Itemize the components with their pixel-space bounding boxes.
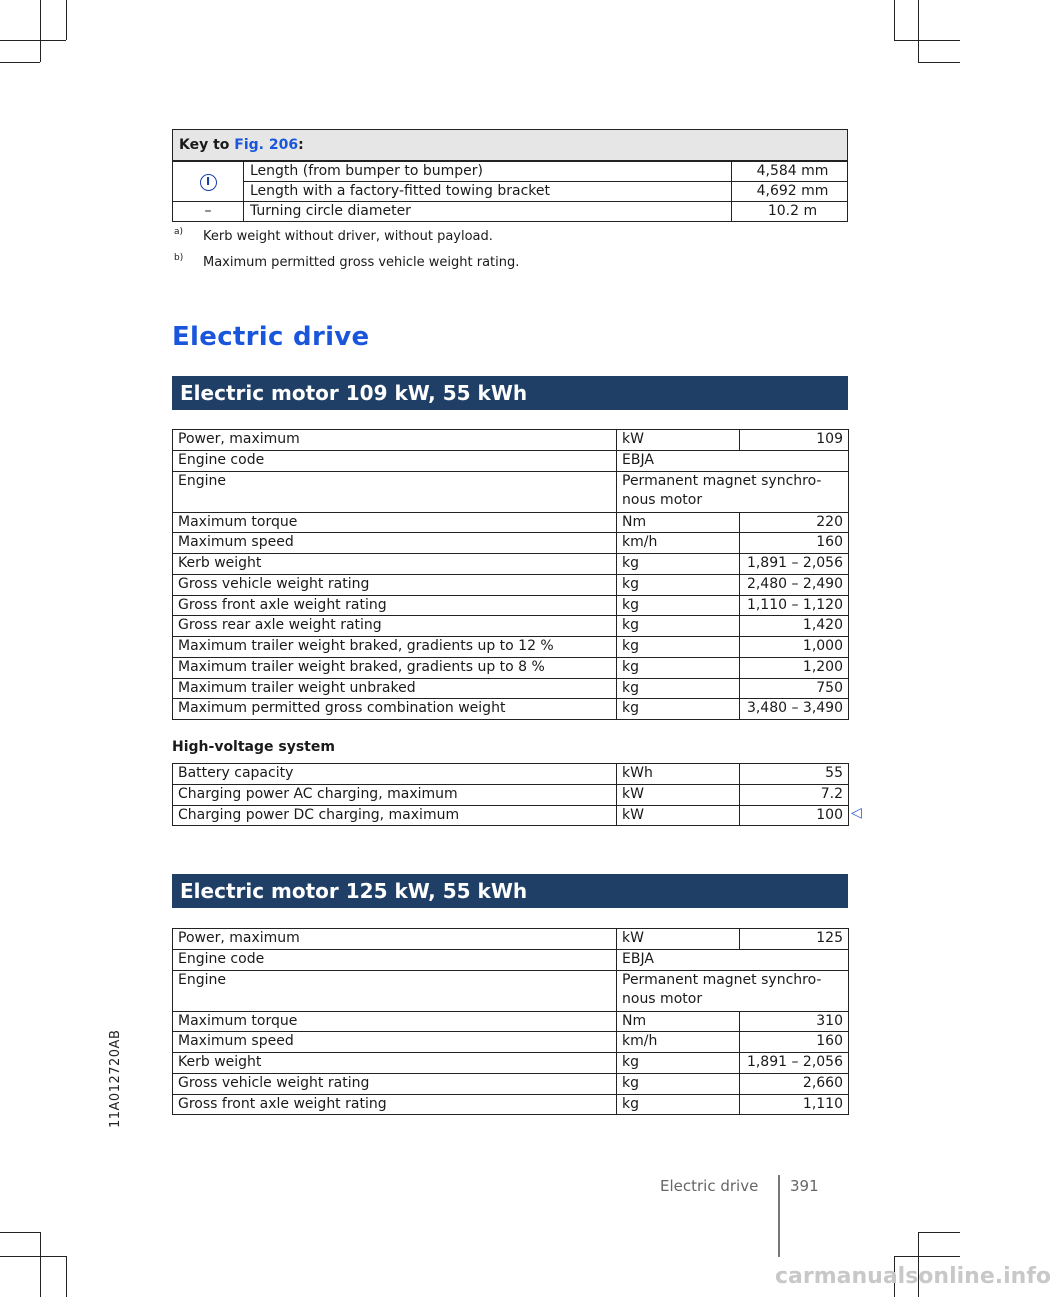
key-label: Turning circle diameter [244, 202, 732, 222]
key-table [172, 129, 848, 222]
footnote-text: Kerb weight without driver, without payload. [203, 229, 493, 244]
spec-label: Gross vehicle weight rating [173, 1073, 617, 1094]
spec-unit: km/h [617, 1032, 740, 1053]
spec-label: Gross rear axle weight rating [173, 616, 617, 637]
spec-unit: Nm [617, 512, 740, 533]
spec-unit: Nm [617, 1011, 740, 1032]
table-row [173, 1073, 849, 1094]
spec-value: 109 [740, 430, 849, 451]
key-value: 4,584 mm [732, 161, 848, 182]
crop-mark [66, 1256, 67, 1297]
symbol-cell: – [173, 202, 244, 222]
table-row [173, 764, 849, 785]
watermark: carmanualsonline.info [775, 1264, 1051, 1289]
spec-label: Engine code [173, 450, 617, 471]
hv-spec-table [172, 763, 849, 826]
motor2-spec-table [172, 928, 849, 1115]
table-row [173, 1094, 849, 1115]
circled-i-icon: I [200, 174, 217, 191]
spec-unit: kg [617, 678, 740, 699]
page-number: 391 [790, 1177, 819, 1195]
spec-label: Maximum speed [173, 1032, 617, 1053]
table-row [173, 595, 849, 616]
spec-value: EBJA [617, 949, 849, 970]
spec-unit: kg [617, 637, 740, 658]
spec-label: Gross front axle weight rating [173, 1094, 617, 1115]
crop-mark [894, 40, 960, 41]
key-label: Length (from bumper to bumper) [244, 161, 732, 182]
spec-value: 100 [740, 805, 849, 826]
spec-value: 160 [740, 1032, 849, 1053]
key-title-suffix: : [298, 137, 304, 153]
spec-label: Engine [173, 471, 617, 512]
table-row [173, 949, 849, 970]
symbol-cell [173, 161, 244, 202]
spec-value: 310 [740, 1011, 849, 1032]
spec-label: Charging power AC charging, maximum [173, 784, 617, 805]
spec-value: 2,480 – 2,490 [740, 574, 849, 595]
spec-label: Kerb weight [173, 554, 617, 575]
table-row [173, 512, 849, 533]
table-row [173, 678, 849, 699]
table-row [173, 450, 849, 471]
table-row [173, 574, 849, 595]
spec-label: Maximum torque [173, 1011, 617, 1032]
spec-label: Battery capacity [173, 764, 617, 785]
table-row [173, 805, 849, 826]
table-row [173, 699, 849, 720]
footer-section-label: Electric drive [660, 1177, 759, 1195]
spec-value: 1,200 [740, 657, 849, 678]
crop-mark [0, 1256, 66, 1257]
spec-value: 160 [740, 533, 849, 554]
crop-mark [918, 1232, 960, 1233]
spec-unit: kW [617, 929, 740, 950]
crop-mark [66, 0, 67, 40]
table-row [173, 929, 849, 950]
spec-value: 1,420 [740, 616, 849, 637]
spec-value: 7.2 [740, 784, 849, 805]
spec-value: 2,660 [740, 1073, 849, 1094]
footer-divider [778, 1175, 780, 1257]
spec-value: 125 [740, 929, 849, 950]
spec-value: 3,480 – 3,490 [740, 699, 849, 720]
spec-unit: km/h [617, 533, 740, 554]
spec-value: 750 [740, 678, 849, 699]
spec-label: Power, maximum [173, 430, 617, 451]
spec-label: Maximum trailer weight braked, gradients up to 8 % [173, 657, 617, 678]
table-row [173, 1032, 849, 1053]
spec-unit: kW [617, 784, 740, 805]
key-table-header [173, 130, 848, 162]
table-row [173, 202, 848, 222]
table-row [173, 616, 849, 637]
spec-label: Gross vehicle weight rating [173, 574, 617, 595]
crop-mark [918, 62, 960, 63]
spec-unit: kWh [617, 764, 740, 785]
spec-label: Charging power DC charging, maximum [173, 805, 617, 826]
table-row [173, 970, 849, 1011]
table-row [173, 161, 848, 182]
footnote-mark: a) [174, 227, 184, 237]
spec-value: 1,891 – 2,056 [740, 554, 849, 575]
footnote-text: Maximum permitted gross vehicle weight rating. [203, 255, 520, 270]
spec-value: 1,110 [740, 1094, 849, 1115]
hv-system-heading: High-voltage system [172, 739, 335, 755]
section-title: Electric drive [172, 322, 370, 352]
spec-label: Maximum speed [173, 533, 617, 554]
document-code: 11A012720AB [108, 1029, 123, 1128]
spec-unit: kg [617, 1094, 740, 1115]
spec-unit: kg [617, 616, 740, 637]
spec-unit: kg [617, 657, 740, 678]
table-row [173, 1053, 849, 1074]
crop-mark [40, 1232, 41, 1297]
key-title-prefix: Key to [179, 137, 235, 153]
motor2-title-band: Electric motor 125 kW, 55 kWh [172, 874, 848, 908]
spec-unit: kW [617, 805, 740, 826]
table-row [173, 182, 848, 202]
spec-value: 1,110 – 1,120 [740, 595, 849, 616]
spec-value: Permanent magnet synchro-nous motor [617, 471, 849, 512]
figure-link[interactable]: Fig. 206 [234, 137, 299, 153]
crop-mark [0, 62, 40, 63]
spec-label: Engine code [173, 949, 617, 970]
spec-unit: kg [617, 699, 740, 720]
spec-label: Power, maximum [173, 929, 617, 950]
spec-value: EBJA [617, 450, 849, 471]
footnote [172, 229, 848, 255]
footnote [172, 255, 848, 281]
spec-value: 55 [740, 764, 849, 785]
crop-mark [894, 1256, 960, 1257]
table-row [173, 471, 849, 512]
spec-label: Maximum trailer weight braked, gradients up to 12 % [173, 637, 617, 658]
spec-label: Maximum torque [173, 512, 617, 533]
spec-value: 220 [740, 512, 849, 533]
spec-unit: kg [617, 574, 740, 595]
spec-unit: kg [617, 1053, 740, 1074]
spec-label: Engine [173, 970, 617, 1011]
footnote-mark: b) [174, 253, 184, 263]
spec-label: Kerb weight [173, 1053, 617, 1074]
crop-mark [0, 40, 66, 41]
key-value: 4,692 mm [732, 182, 848, 202]
spec-label: Gross front axle weight rating [173, 595, 617, 616]
table-row [173, 1011, 849, 1032]
spec-label: Maximum trailer weight unbraked [173, 678, 617, 699]
crop-mark [40, 0, 41, 62]
crop-mark [0, 1232, 40, 1233]
key-label: Length with a factory-fitted towing bracket [244, 182, 732, 202]
table-row [173, 637, 849, 658]
crop-mark [894, 0, 895, 40]
motor1-spec-table [172, 429, 849, 720]
spec-label: Maximum permitted gross combination weight [173, 699, 617, 720]
spec-unit: kg [617, 595, 740, 616]
footnotes [172, 229, 848, 281]
crop-mark [918, 0, 919, 62]
spec-unit: kg [617, 1073, 740, 1094]
spec-value: 1,000 [740, 637, 849, 658]
motor1-title-band: Electric motor 109 kW, 55 kWh [172, 376, 848, 410]
table-row [173, 657, 849, 678]
table-row [173, 784, 849, 805]
table-row [173, 554, 849, 575]
table-row [173, 533, 849, 554]
spec-unit: kg [617, 554, 740, 575]
key-value: 10.2 m [732, 202, 848, 222]
end-marker-icon: ◁ [851, 805, 862, 821]
spec-unit: kW [617, 430, 740, 451]
spec-value: Permanent magnet synchro-nous motor [617, 970, 849, 1011]
spec-value: 1,891 – 2,056 [740, 1053, 849, 1074]
table-row [173, 430, 849, 451]
